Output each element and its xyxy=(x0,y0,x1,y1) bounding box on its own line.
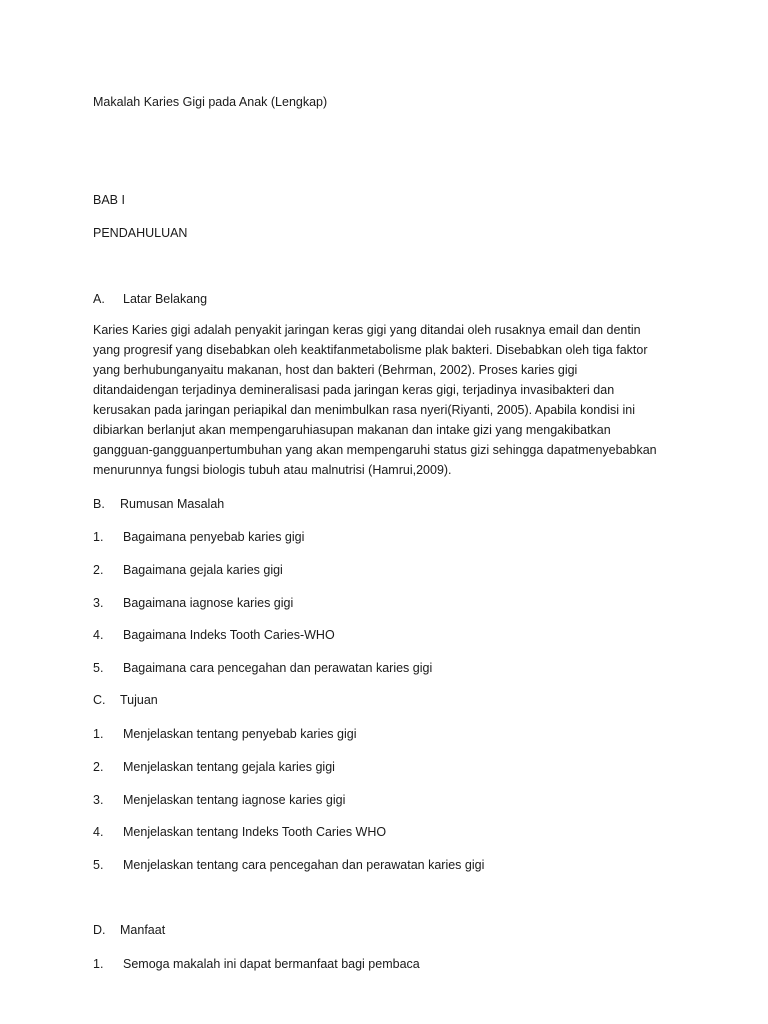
section-marker: B. xyxy=(93,497,105,511)
list-number: 2. xyxy=(93,760,104,774)
list-item xyxy=(93,855,484,875)
list-number: 1. xyxy=(93,957,104,971)
document-title: Makalah Karies Gigi pada Anak (Lengkap) xyxy=(93,95,328,109)
list-number: 5. xyxy=(93,858,104,872)
section-c-heading xyxy=(93,690,158,710)
paragraph-line: yang berhubunganyaitu makanan, host dan bakteri (Behrman, 2002). Proses karies gigi xyxy=(93,363,578,377)
list-item xyxy=(93,724,357,744)
section-marker: A. xyxy=(93,292,105,306)
list-item xyxy=(93,527,304,547)
list-text: Bagaimana iagnose karies gigi xyxy=(123,596,294,610)
section-marker: D. xyxy=(93,923,106,937)
section-title: Tujuan xyxy=(120,693,158,707)
section-a-paragraph xyxy=(93,320,683,480)
list-item xyxy=(93,658,432,678)
section-title: Manfaat xyxy=(120,923,166,937)
list-item xyxy=(93,954,420,974)
section-marker: C. xyxy=(93,693,106,707)
section-d-heading xyxy=(93,920,165,940)
list-text: Bagaimana Indeks Tooth Caries-WHO xyxy=(123,628,335,642)
paragraph-line: dibiarkan berlanjut akan mempengaruhiasupan makanan dan intake gizi yang mengakibatkan xyxy=(93,423,611,437)
list-item xyxy=(93,593,293,613)
list-item xyxy=(93,757,335,777)
list-item xyxy=(93,790,345,810)
list-text: Menjelaskan tentang cara pencegahan dan perawatan karies gigi xyxy=(123,858,485,872)
paragraph-line: gangguan-gangguanpertumbuhan yang akan mempengaruhi status gizi sehingga dapatmenyebabkan xyxy=(93,443,657,457)
paragraph-line: kerusakan pada jaringan periapikal dan menimbulkan rasa nyeri(Riyanti, 2005). Apabila kondisi ini xyxy=(93,403,635,417)
paragraph-line: ditandaidengan terjadinya demineralisasi pada jaringan keras gigi, terjadinya invasibakteri dan xyxy=(93,383,615,397)
list-text: Bagaimana gejala karies gigi xyxy=(123,563,283,577)
list-number: 4. xyxy=(93,628,104,642)
list-number: 5. xyxy=(93,661,104,675)
list-text: Menjelaskan tentang iagnose karies gigi xyxy=(123,793,346,807)
list-number: 1. xyxy=(93,530,104,544)
list-text: Bagaimana penyebab karies gigi xyxy=(123,530,305,544)
list-number: 1. xyxy=(93,727,104,741)
list-text: Menjelaskan tentang penyebab karies gigi xyxy=(123,727,357,741)
list-number: 3. xyxy=(93,793,104,807)
list-item xyxy=(93,560,283,580)
chapter-title: PENDAHULUAN xyxy=(93,226,188,240)
section-a-heading xyxy=(93,289,207,309)
list-item xyxy=(93,625,335,645)
paragraph-line: Karies Karies gigi adalah penyakit jaringan keras gigi yang ditandai oleh rusaknya email dan dentin xyxy=(93,323,641,337)
list-number: 2. xyxy=(93,563,104,577)
list-text: Semoga makalah ini dapat bermanfaat bagi pembaca xyxy=(123,957,420,971)
paragraph-line: yang progresif yang disebabkan oleh keaktifanmetabolisme plak bakteri. Disebabkan oleh tiga faktor xyxy=(93,343,648,357)
list-number: 4. xyxy=(93,825,104,839)
section-title: Rumusan Masalah xyxy=(120,497,225,511)
section-title: Latar Belakang xyxy=(123,292,208,306)
section-b-heading xyxy=(93,494,224,514)
paragraph-line: menurunnya fungsi biologis tubuh atau malnutrisi (Hamrui,2009). xyxy=(93,463,452,477)
list-item xyxy=(93,822,386,842)
list-text: Menjelaskan tentang gejala karies gigi xyxy=(123,760,335,774)
list-text: Bagaimana cara pencegahan dan perawatan karies gigi xyxy=(123,661,433,675)
list-number: 3. xyxy=(93,596,104,610)
chapter-label: BAB I xyxy=(93,193,125,207)
list-text: Menjelaskan tentang Indeks Tooth Caries WHO xyxy=(123,825,387,839)
